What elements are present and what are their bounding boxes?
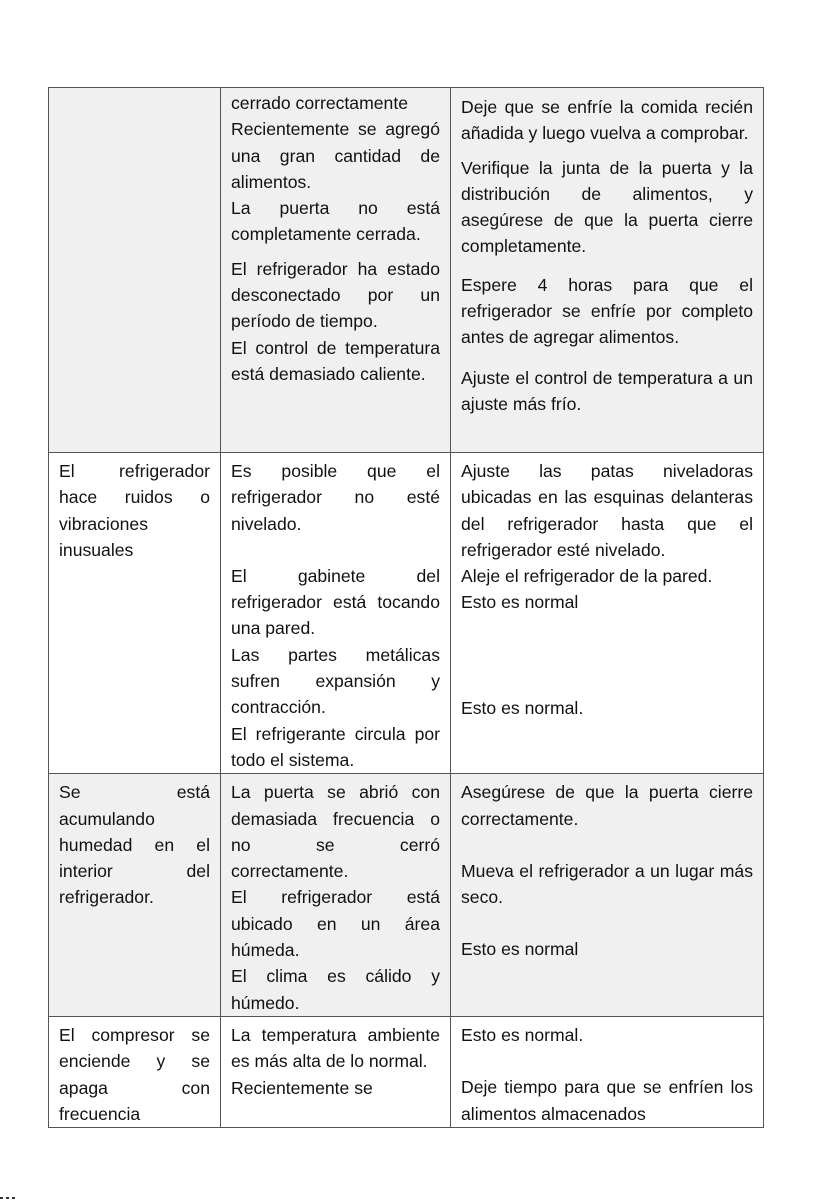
solution-cell [451, 453, 764, 774]
solution-text: Verifique la junta de la puerta y la distribución de alimentos, y asegúrese de que la puerta cierre completamente. [461, 157, 753, 257]
page-edge-mark [0, 1186, 40, 1192]
cause-text: El control de temperatura está demasiado caliente. [231, 337, 440, 384]
problem-cell [49, 774, 221, 1017]
cause-text: Recientemente se [231, 1077, 373, 1098]
problem-cell [49, 1016, 221, 1127]
cause-text: La temperatura ambiente es más alta de lo normal. [231, 1024, 440, 1072]
solution-text: Esto es normal [461, 592, 579, 613]
problem-cell [49, 88, 221, 453]
solution-cell [451, 88, 764, 453]
solution-cell [451, 1016, 764, 1127]
cause-text: La puerta se abrió con demasiada frecuencia o no se cerró correctamente. [231, 782, 440, 882]
cause-text: El refrigerador ha estado desconectado por un período de tiempo. [231, 258, 440, 332]
cause-text: Las partes metálicas sufren expansión y contracción. [231, 644, 440, 718]
table-row [49, 88, 764, 453]
solution-text: Ajuste las patas niveladoras ubicadas en las esquinas delanteras del refrigerador hasta que el refrigerador esté nivelado. [461, 461, 753, 560]
cause-text: Recientemente se agregó una gran cantidad de alimentos. [231, 119, 440, 192]
table-row [49, 1016, 764, 1127]
solution-text: Esto es normal. [461, 1024, 584, 1045]
solution-text: Deje que se enfríe la comida recién añadida y luego vuelva a comprobar. [461, 97, 753, 144]
cause-cell [221, 774, 451, 1017]
troubleshooting-table [48, 87, 764, 1128]
solution-text: Mueva el refrigerador a un lugar más seco. [461, 860, 753, 908]
cause-text: El clima es cálido y húmedo. [231, 966, 440, 1013]
table-row [49, 774, 764, 1017]
cause-cell [221, 1016, 451, 1127]
solution-text: Esto es normal [461, 939, 579, 960]
cause-text: Es posible que el refrigerador no esté nivelado. [231, 461, 440, 534]
problem-text: Se está acumulando humedad en el interior del refrigerador. [59, 782, 210, 908]
cause-text: El refrigerador está ubicado en un área húmeda. [231, 887, 440, 961]
solution-text: Asegúrese de que la puerta cierre correctamente. [461, 782, 753, 829]
solution-text: Deje tiempo para que se enfríen los alimentos almacenados [461, 1077, 753, 1124]
cause-cell [221, 453, 451, 774]
cause-text: El gabinete del refrigerador está tocando una pared. [231, 565, 440, 639]
solution-text: Espere 4 horas para que el refrigerador se enfríe por completo antes de agregar alimentos. [461, 274, 753, 348]
table-row [49, 453, 764, 774]
cause-text: cerrado correctamente [231, 93, 408, 113]
cause-cell [221, 88, 451, 453]
problem-cell [49, 453, 221, 774]
problem-text: El compresor se enciende y se apaga con frecuencia [59, 1024, 210, 1124]
cause-text: La puerta no está completamente cerrada. [231, 198, 440, 245]
problem-text: El refrigerador hace ruidos o vibraciones inusuales [59, 461, 210, 560]
solution-cell [451, 774, 764, 1017]
cause-text: El refrigerante circula por todo el sistema. [231, 723, 440, 770]
solution-text: Ajuste el control de temperatura a un ajuste más frío. [461, 367, 753, 414]
solution-text: Aleje el refrigerador de la pared. [461, 566, 713, 587]
solution-text: Esto es normal. [461, 697, 584, 718]
